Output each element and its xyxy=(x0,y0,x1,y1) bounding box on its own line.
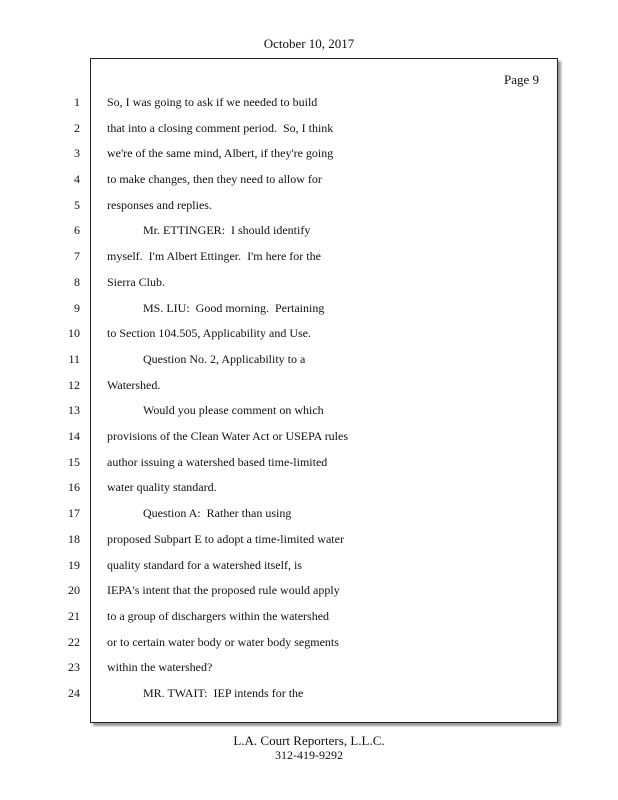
line-number-16: 16 xyxy=(68,480,80,494)
line-number-2: 2 xyxy=(74,121,80,135)
line-text-6: Mr. ETTINGER: I should identify xyxy=(143,223,311,237)
line-text-22: or to certain water body or water body segments xyxy=(107,635,339,649)
line-text-18: proposed Subpart E to adopt a time-limited water xyxy=(107,532,344,546)
line-text-20: IEPA's intent that the proposed rule would apply xyxy=(107,583,340,597)
line-text-13: Would you please comment on which xyxy=(143,403,324,417)
line-number-9: 9 xyxy=(74,301,80,315)
line-text-3: we're of the same mind, Albert, if they're going xyxy=(107,146,334,160)
line-text-19: quality standard for a watershed itself, is xyxy=(107,558,302,572)
line-number-7: 7 xyxy=(74,249,80,263)
transcript-date: October 10, 2017 xyxy=(263,36,355,51)
line-number-8: 8 xyxy=(74,275,80,289)
line-text-17: Question A: Rather than using xyxy=(143,506,292,520)
line-text-23: within the watershed? xyxy=(107,660,213,674)
line-number-24: 24 xyxy=(68,686,80,700)
line-number-14: 14 xyxy=(68,429,80,443)
line-number-23: 23 xyxy=(68,660,80,674)
line-text-24: MR. TWAIT: IEP intends for the xyxy=(143,686,304,700)
line-text-14: provisions of the Clean Water Act or USEPA rules xyxy=(107,429,349,443)
line-text-12: Watershed. xyxy=(107,378,161,392)
line-number-4: 4 xyxy=(74,172,80,186)
line-number-17: 17 xyxy=(68,506,80,520)
line-text-7: myself. I'm Albert Ettinger. I'm here for the xyxy=(107,249,321,263)
line-text-15: author issuing a watershed based time-limited xyxy=(107,455,328,469)
page-number: Page 9 xyxy=(503,72,539,87)
line-number-15: 15 xyxy=(68,455,80,469)
line-text-9: MS. LIU: Good morning. Pertaining xyxy=(143,301,325,315)
line-text-4: to make changes, then they need to allow for xyxy=(107,172,322,186)
line-number-19: 19 xyxy=(68,558,80,572)
footer-company: L.A. Court Reporters, L.L.C. xyxy=(233,733,385,748)
line-number-18: 18 xyxy=(68,532,80,546)
line-number-12: 12 xyxy=(68,378,80,392)
line-number-10: 10 xyxy=(68,326,80,340)
line-number-22: 22 xyxy=(68,635,80,649)
line-text-2: that into a closing comment period. So, I think xyxy=(107,121,334,135)
line-text-11: Question No. 2, Applicability to a xyxy=(143,352,306,366)
line-text-16: water quality standard. xyxy=(107,480,217,494)
footer-phone: 312-419-9292 xyxy=(275,748,343,762)
line-number-13: 13 xyxy=(68,403,80,417)
line-text-21: to a group of dischargers within the watershed xyxy=(107,609,330,623)
line-number-3: 3 xyxy=(74,146,80,160)
line-number-11: 11 xyxy=(68,352,80,366)
line-number-5: 5 xyxy=(74,198,80,212)
line-text-8: Sierra Club. xyxy=(107,275,165,289)
line-text-1: So, I was going to ask if we needed to build xyxy=(107,95,318,109)
line-number-6: 6 xyxy=(74,223,80,237)
line-number-1: 1 xyxy=(74,95,80,109)
line-text-10: to Section 104.505, Applicability and Use. xyxy=(107,326,311,340)
line-number-20: 20 xyxy=(68,583,80,597)
line-text-5: responses and replies. xyxy=(107,198,212,212)
line-number-21: 21 xyxy=(68,609,80,623)
